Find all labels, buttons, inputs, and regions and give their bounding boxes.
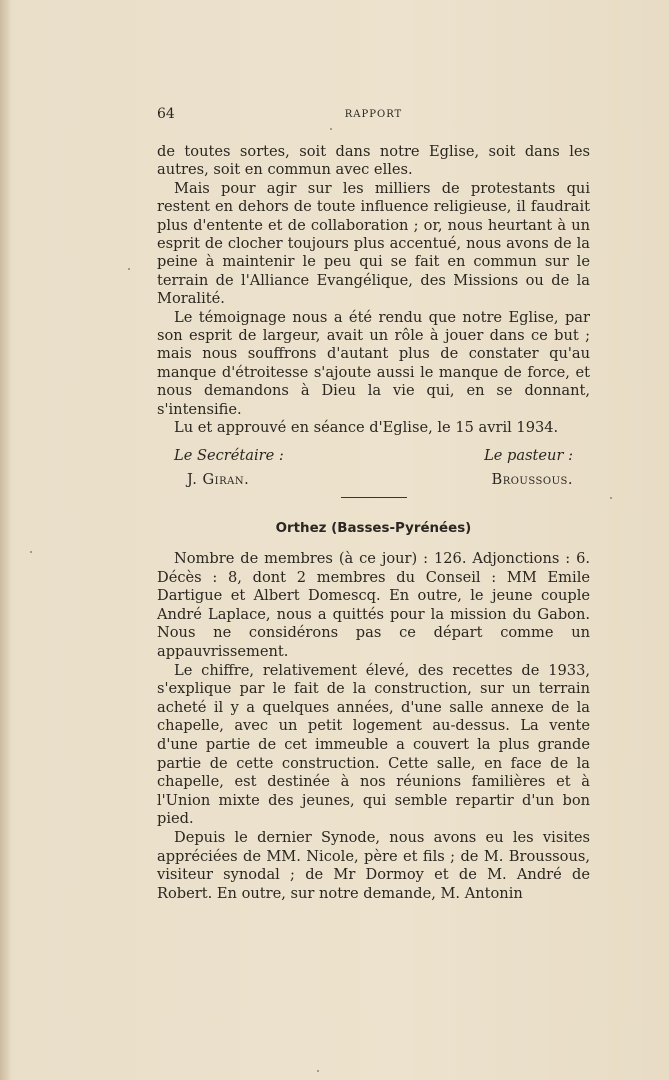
page-gutter: [0, 0, 10, 1080]
paper-speck: [30, 551, 32, 553]
paragraph: Depuis le dernier Synode, nous avons eu les visites appréciées de MM. Nicole, père et fils ; de M. Broussous, visiteur synodal ; de Mr Dormoy et de M. André de Robert. En outre, sur notre demande, M. Antonin: [157, 828, 590, 902]
paragraph: Mais pour agir sur les milliers de protestants qui restent en dehors de toute influence religieuse, il faudrait plus d'entente et de collaboration ; or, nous heurtant à un esprit de clocher toujours plus accentué, nous avons de la peine à maintenir le peu qui se fait en commun sur le terrain de l'Alliance Evangélique, des Missions ou de la Moralité.: [157, 179, 590, 308]
paper-speck: [317, 1070, 319, 1072]
paragraph: Nombre de membres (à ce jour) : 126. Adjonctions : 6. Décès : 8, dont 2 membres du Conseil : MM Emile Dartigue et Albert Domescq. En outre, le jeune couple André Laplace, nous a quittés pour la mission du Gabon. Nous ne considérons pas ce départ comme un appauvrissement.: [157, 550, 590, 660]
section-heading: Orthez (Basses-Pyrénées): [275, 521, 472, 536]
paragraph: de toutes sortes, soit dans notre Eglise, soit dans les autres, soit en commun avec elles.: [157, 143, 590, 179]
section-text-top: [157, 143, 590, 438]
secretary-title: Le Secrétaire :: [174, 447, 284, 464]
pastor-title: Le pasteur :: [484, 447, 573, 464]
paragraph: Lu et approuvé en séance d'Eglise, le 15 avril 1934.: [174, 419, 559, 437]
pastor-name: Broussous.: [491, 471, 573, 488]
paper-speck: [610, 497, 612, 499]
paragraph: Le témoignage nous a été rendu que notre Eglise, par son esprit de largeur, avait un rôle à jouer dans ce but ; mais nous souffrons d'autant plus de constater qu'au manque d'étroitesse s'ajoute aussi le manque de force, et nous demandons à Dieu la vie qui, en se donnant, s'intensifie.: [157, 308, 590, 418]
page-number: 64: [157, 106, 175, 122]
section-text-orthez: [157, 550, 590, 903]
secretary-name: J. Giran.: [187, 471, 250, 488]
paper-speck: [330, 128, 332, 130]
section-divider: [341, 497, 407, 498]
page-header: [157, 106, 590, 126]
running-head: RAPPORT: [344, 109, 403, 120]
paragraph: Le chiffre, relativement élevé, des recettes de 1933, s'explique par le fait de la construction, sur un terrain acheté il y a quelques années, d'une salle annexe de la chapelle, avec un petit logement au-dessus. La vente d'une partie de cet immeuble a couvert la plus grande partie de cette construction. Cette salle, en face de la chapelle, est destinée à nos réunions familières et à l'Union mixte des jeunes, qui semble repartir d'un bon pied.: [157, 661, 590, 828]
paper-speck: [128, 268, 130, 270]
